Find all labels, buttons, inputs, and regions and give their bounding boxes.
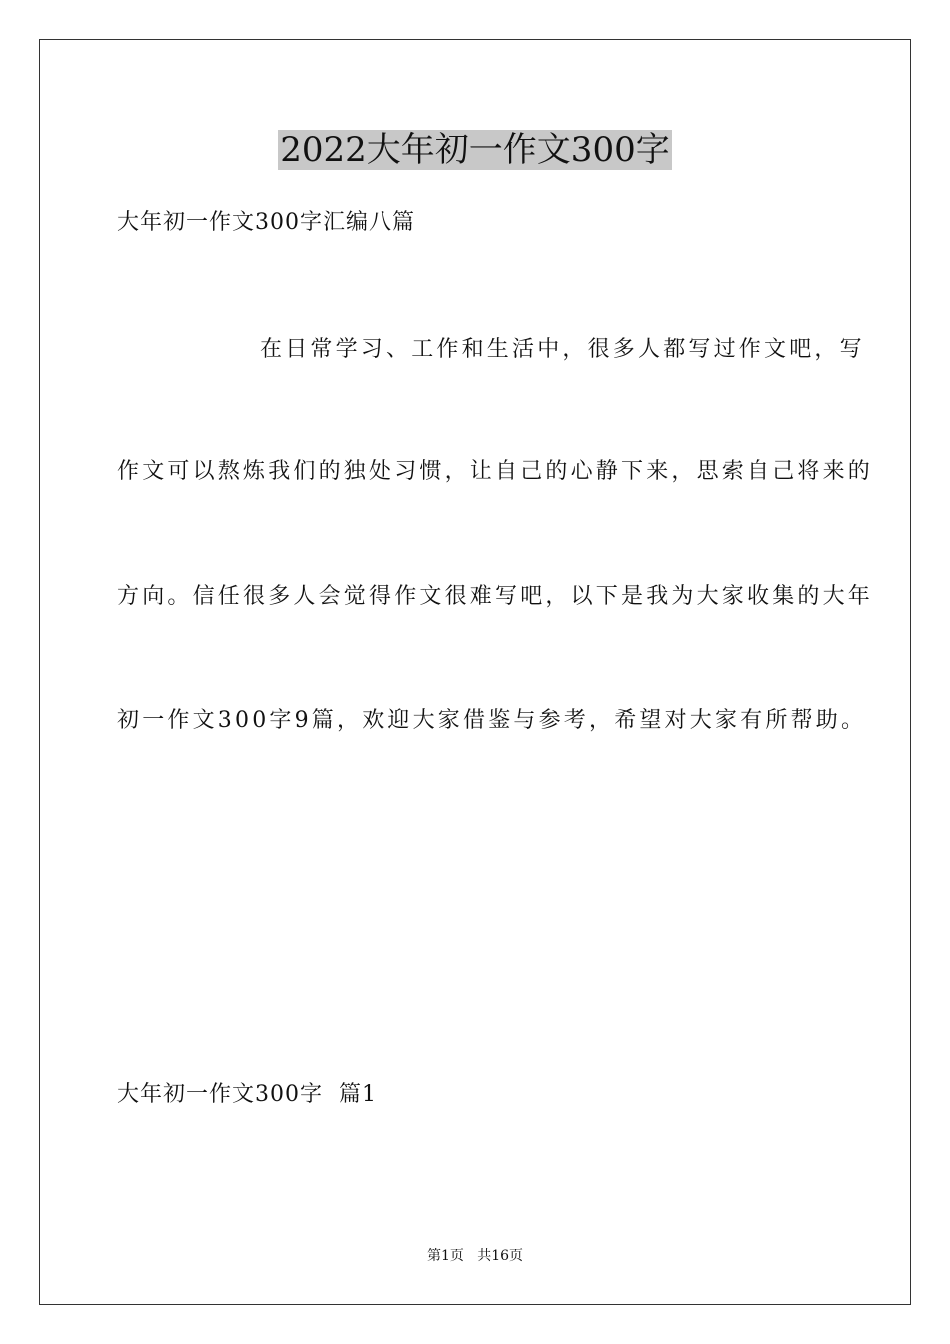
section-heading: 大年初一作文300字 篇1 — [117, 1082, 377, 1107]
intro-line-1: 在日常学习、工作和生活中，很多人都写过作文吧，写 — [260, 337, 865, 362]
intro-line-3: 方向。信任很多人会觉得作文很难写吧，以下是我为大家收集的大年 — [117, 584, 874, 609]
document-subtitle: 大年初一作文300字汇编八篇 — [117, 210, 415, 235]
document-title — [0, 125, 950, 175]
title-text: 2022大年初一作文300字 — [280, 130, 670, 170]
page-footer: 第1页 共16页 — [426, 1248, 524, 1264]
intro-line-4: 初一作文300字9篇，欢迎大家借鉴与参考，希望对大家有所帮助。 — [117, 708, 867, 733]
intro-line-2: 作文可以熬炼我们的独处习惯，让自己的心静下来，思索自己将来的 — [117, 459, 874, 484]
